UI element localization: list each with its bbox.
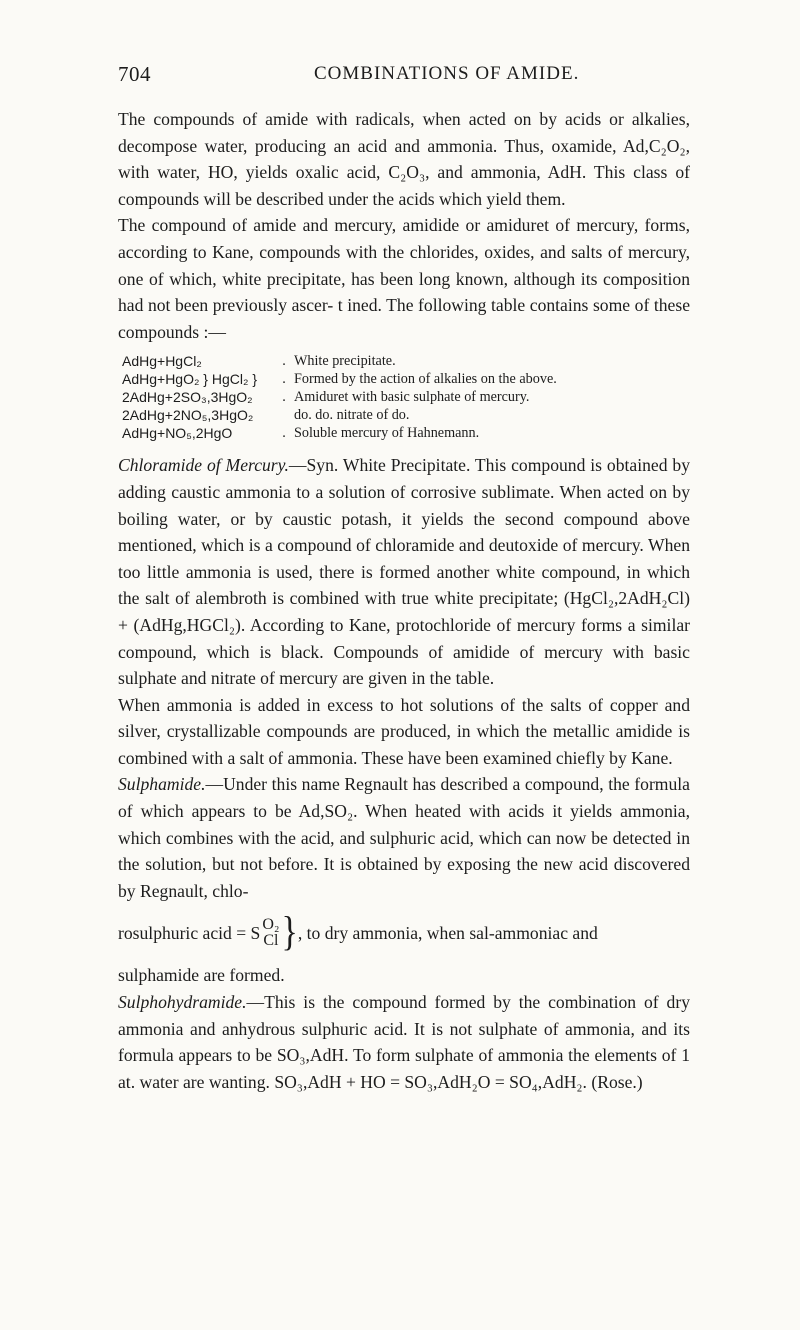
page-number: 704 bbox=[118, 62, 151, 86]
table-formula: 2AdHg+2NO₅,3HgO₂ bbox=[122, 407, 254, 424]
paragraph-amide-mercury: The compound of amide and mercury, amidide or amiduret of mercury, forms, according to Kane, compounds with the chlorides, oxides, and salts of mercury, one of which, white precipitate, has been long known, although its composition had not been previously ascer- t ined. The following table contains some of these compounds :— bbox=[118, 215, 690, 342]
sulphamide-formula-line bbox=[118, 904, 690, 962]
section-lead-sulphohydramide: Sulphohydramide. bbox=[118, 992, 247, 1013]
right-brace-icon: } bbox=[281, 910, 298, 956]
table-formula: AdHg+HgCl₂ bbox=[122, 353, 202, 370]
table-row: AdHg+HgO₂ } HgCl₂ } . Formed by the action of alkalies on the above. bbox=[118, 370, 690, 388]
sulphohydramide-text: —This is the compound formed by the combination of dry ammonia and anhydrous sulphuric acid. It is not sulphate of ammonia, and its formula appears to be SO₃,AdH. To form sulphate of ammonia the elements of 1 at. water are wanting. SO₃,AdH + HO = SO₃,AdH₂O = SO₄,AdH₂. (Rose.) bbox=[118, 992, 690, 1092]
table-description: White precipitate. bbox=[294, 353, 396, 370]
table-formula: AdHg+HgO₂ } HgCl₂ } bbox=[122, 371, 257, 388]
paragraph-amide-radicals: The compounds of amide with radicals, when acted on by acids or alkalies, decompose water, producing an acid and ammonia. Thus, oxamide, Ad,C₂O₂, with water, HO, yields oxalic acid, C₂O₃, and ammonia, AdH. This class of compounds will be described under the acids which yield them. bbox=[118, 109, 690, 209]
paragraph-sulphohydramide bbox=[118, 989, 690, 1095]
table-description: Soluble mercury of Hahnemann. bbox=[294, 425, 480, 442]
section-lead-chloramide: Chloramide of Mercury. bbox=[118, 455, 289, 476]
paragraph-chloramide bbox=[118, 452, 690, 691]
paragraph-ammonia-excess: When ammonia is added in excess to hot solutions of the salts of copper and silver, crystallizable compounds are produced, in which the metallic amidide is combined with a salt of ammonia. These have been examined chiefly by Kane. bbox=[118, 694, 690, 768]
table-row: AdHg+HgCl₂ . White precipitate. bbox=[118, 352, 690, 370]
stacked-formula bbox=[262, 917, 279, 949]
table-description: do. do. nitrate of do. bbox=[294, 407, 410, 424]
compounds-table bbox=[118, 352, 690, 442]
table-description: Amiduret with basic sulphate of mercury. bbox=[294, 389, 530, 406]
chloramide-text: —Syn. White Precipitate. This compound is obtained by adding caustic ammonia to a solution of corrosive sublimate. When acted on by boiling water, or by caustic potash, it yields the second compound above mentioned, which is a compound of chloramide and deutoxide of mercury. When too little ammonia is used, there is formed another white compound, in which the salt of alembroth is combined with true white precipitate; (HgCl₂,2AdH₂Cl) + (AdHg,HGCl₂). According to Kane, protochloride of mercury forms a similar compound, which is black. Compounds of amidide of mercury with basic sulphate and nitrate of mercury are given in the table. bbox=[118, 455, 690, 689]
sulphamide-tail: sulphamide are formed. bbox=[118, 965, 285, 986]
sulphamide-text: —Under this name Regnault has described a compound, the formula of which appears to be Ad,SO₂. When heated with acids it yields ammonia, which combines with the acid, and sulphuric acid, which can now be detected in the solution, but not before. It is obtained by exposing the new acid discovered by Regnault, chlo- bbox=[118, 774, 690, 901]
table-description: Formed by the action of alkalies on the above. bbox=[294, 371, 557, 388]
formula-bottom: Cl bbox=[263, 932, 279, 950]
table-formula: AdHg+NO₅,2HgO bbox=[122, 425, 233, 442]
table-row: AdHg+NO₅,2HgO . Soluble mercury of Hahnemann. bbox=[118, 424, 690, 442]
table-row bbox=[118, 406, 690, 424]
section-lead-sulphamide: Sulphamide. bbox=[118, 774, 206, 795]
running-title: COMBINATIONS OF AMIDE. bbox=[314, 63, 580, 84]
table-formula: 2AdHg+2SO₃,3HgO₂ bbox=[122, 389, 253, 406]
formula-before: rosulphuric acid = S bbox=[118, 923, 261, 944]
formula-after: , to dry ammonia, when sal-ammoniac and bbox=[297, 923, 598, 944]
table-row: 2AdHg+2SO₃,3HgO₂ . Amiduret with basic sulphate of mercury. bbox=[118, 388, 690, 406]
page-header bbox=[118, 62, 690, 88]
paragraph-sulphamide bbox=[118, 771, 690, 904]
formula-top: O₂ bbox=[262, 916, 280, 934]
page-body bbox=[118, 106, 690, 1095]
